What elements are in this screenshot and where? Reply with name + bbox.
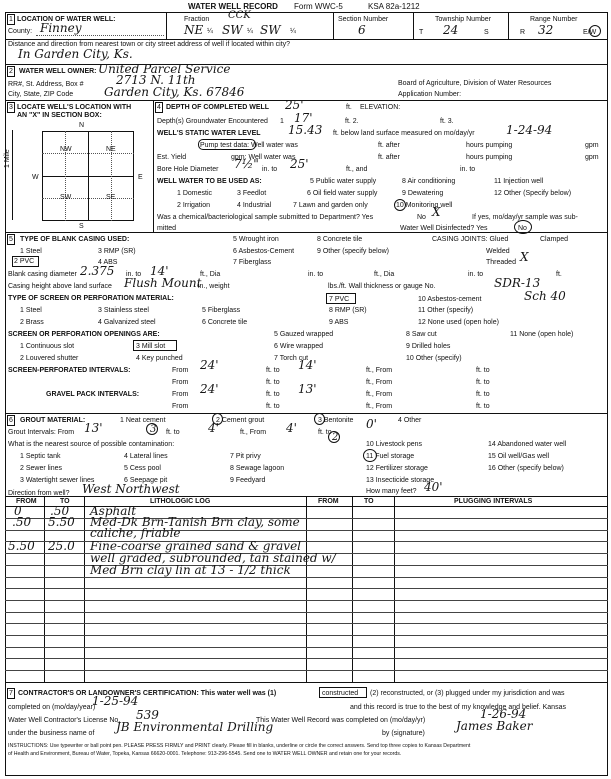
gp-from2-label: ft., From (366, 391, 393, 398)
section-5-number: 5 (9, 236, 13, 243)
grout-to-label: ft. to (166, 429, 180, 436)
county-value[interactable]: Finney (40, 21, 82, 35)
blank-casing-label: TYPE OF BLANK CASING USED: (20, 236, 130, 243)
log-rule (5, 658, 608, 659)
spi-from-label: From (172, 367, 189, 374)
signature-value[interactable]: James Baker (456, 719, 533, 733)
gp-to-label: ft. to (266, 391, 280, 398)
grout-cement[interactable]: 2 Cement grout (216, 417, 265, 424)
contam-seepage[interactable]: 6 Seepage pit (124, 477, 168, 484)
static-level-date[interactable]: 1-24-94 (506, 123, 553, 137)
casing-diameter-label: Blank casing diameter (8, 271, 77, 278)
contam-fuel[interactable]: 11 Fuel storage (366, 453, 415, 460)
joints-threaded[interactable]: Threaded (486, 259, 516, 266)
constructed-option[interactable]: constructed (322, 690, 359, 697)
spi-to-label: ft. to (266, 367, 280, 374)
township-label: Township Number (435, 16, 492, 23)
dia-in: in. to (126, 271, 142, 278)
yield-hours: hours pumping (466, 154, 513, 161)
joints-clamped[interactable]: Clamped (540, 236, 569, 243)
blank-fiberglass[interactable]: 7 Fiberglass (233, 259, 272, 266)
license-value[interactable]: 539 (136, 708, 159, 722)
township-t: T (419, 29, 424, 36)
gw1-value[interactable]: 17' (294, 111, 313, 125)
log-row3-desc3[interactable]: Med Brn clay lin at 13 - 1/2 thick (90, 563, 291, 577)
direction-value[interactable]: West Northwest (82, 482, 180, 496)
fraction-label: Fraction (184, 16, 210, 23)
pump-hours: hours pumping (466, 142, 513, 149)
gp-from3-label: From (172, 403, 189, 410)
grout-circle-3: 3 (150, 424, 157, 435)
quarter-mark-3: ¼ (290, 28, 296, 35)
bore-rest: ft., and (346, 166, 368, 173)
depth-value[interactable]: 25' (285, 98, 304, 112)
dia-in2: in. to (308, 271, 324, 278)
disinfected-label: Water Well Disinfected? Yes (400, 225, 488, 232)
open-torch-cut[interactable]: 7 Torch cut (274, 355, 309, 362)
chem-sample-label: Was a chemical/bacteriological sample submitted to Department? Yes (157, 214, 374, 221)
quarter-mark-2: ¼ (247, 28, 253, 35)
contam-watertight[interactable]: 3 Watertight sewer lines (20, 477, 95, 484)
pump-test-label: Pump test data: Well water was (200, 142, 298, 149)
contam-oil-well[interactable]: 15 Oil well/Gas well (488, 453, 550, 460)
use-lawn[interactable]: 7 Lawn and garden only (293, 202, 368, 209)
city-label: City, State, ZIP Code (8, 91, 74, 98)
open-key-punched[interactable]: 4 Key punched (136, 355, 183, 362)
spi-from-value[interactable]: 24' (200, 358, 219, 372)
casing-height-value[interactable]: Flush Mount (124, 276, 202, 290)
log-row3-desc2[interactable]: well graded, subrounded, tan stained w/ (90, 551, 336, 565)
grout-to2-value[interactable]: 0' (366, 417, 377, 431)
static-level-desc: ft. below land surface measured on mo/day/yr (333, 130, 475, 137)
section-number-label: Section Number (338, 16, 389, 23)
owner-label: WATER WELL OWNER: (19, 68, 97, 75)
blank-concrete[interactable]: 8 Concrete tile (317, 236, 363, 243)
gw3-label: ft. 3. (440, 118, 454, 125)
log-row1-desc[interactable]: Asphalt (90, 504, 137, 518)
township-s: S (484, 29, 489, 36)
threaded-x-mark: X (520, 250, 529, 264)
instructions-line1: INSTRUCTIONS: Use typewriter or ball point pen. PLEASE PRESS FIRMLY and PRINT clearly. Please fill in blanks, underline or circle the correct answers. Send top three copies to Kansas Department (8, 743, 471, 749)
log-to-header: TO (60, 498, 70, 505)
gp-to2-label: ft. to (476, 391, 490, 398)
screen-abs[interactable]: 9 ABS (329, 319, 349, 326)
spi-to-value[interactable]: 14' (298, 358, 317, 372)
quarter-2[interactable]: SW (222, 23, 243, 37)
direction-label: Direction from well? (8, 490, 70, 497)
spi-from4-label: ft., From (366, 379, 393, 386)
use-public[interactable]: 5 Public water supply (310, 178, 377, 185)
nw-label: NW (60, 146, 72, 153)
location-label: LOCATION OF WATER WELL: (17, 16, 116, 23)
joints-welded[interactable]: Welded (486, 248, 510, 255)
use-injection[interactable]: 11 Injection well (494, 178, 544, 185)
west-circle (589, 25, 601, 37)
spi-from2-label: ft., From (366, 367, 393, 374)
grout-other[interactable]: 4 Other (398, 417, 422, 424)
grout-to-value[interactable]: 4' (208, 421, 219, 435)
east-label: E (138, 174, 143, 181)
section-1-number: 1 (9, 16, 13, 23)
mill-slot-box (133, 340, 177, 351)
pump-test-circle (198, 139, 256, 150)
use-air-conditioning[interactable]: 8 Air conditioning (402, 178, 456, 185)
casing-joints-label: CASING JOINTS: Glued (432, 236, 509, 243)
blank-asbestos[interactable]: 6 Asbestos-Cement (233, 248, 295, 255)
dia-in3: in. to (468, 271, 484, 278)
open-other[interactable]: 10 Other (specify) (406, 355, 462, 362)
log-row3-from[interactable]: 5.50 (8, 539, 35, 553)
grout-from-value[interactable]: 13' (84, 421, 103, 435)
gw2-label: ft. 2. (345, 118, 359, 125)
contam-pit-privy[interactable]: 7 Pit privy (230, 453, 261, 460)
distance-label: Distance and direction from nearest town or city street address of well if located within city? (8, 41, 291, 48)
static-level-value[interactable]: 15.43 (288, 123, 323, 137)
used-as-label: WELL WATER TO BE USED AS: (157, 178, 262, 185)
contam-lateral[interactable]: 4 Lateral lines (124, 453, 168, 460)
bore-to-value[interactable]: 25' (290, 157, 309, 171)
wall-thickness-label: lbs./ft. Wall thickness or gauge No. (328, 283, 436, 290)
record-completed-value[interactable]: 1-26-94 (480, 707, 527, 721)
range-label: Range Number (530, 16, 578, 23)
open-louvered[interactable]: 2 Louvered shutter (20, 355, 79, 362)
grout-from2-value[interactable]: 4' (286, 421, 297, 435)
contam-sewer[interactable]: 2 Sewer lines (20, 465, 63, 472)
board-label: Board of Agriculture, Division of Water Resources (398, 80, 552, 87)
contam-livestock[interactable]: 10 Livestock pens (366, 441, 423, 448)
gp-from-value[interactable]: 24' (200, 382, 219, 396)
casing-diameter-value[interactable]: 2.375 (80, 264, 115, 278)
township-value[interactable]: 24 (443, 23, 459, 37)
open-drilled[interactable]: 9 Drilled holes (406, 343, 451, 350)
log-row3-to[interactable]: 25.0 (48, 539, 75, 553)
use-domestic[interactable]: 1 Domestic (177, 190, 213, 197)
open-none[interactable]: 11 None (open hole) (510, 331, 574, 338)
screen-other[interactable]: 11 Other (specify) (418, 307, 474, 314)
elevation-label: ELEVATION: (360, 104, 401, 111)
log-rule (5, 647, 608, 648)
se-label: SE (106, 194, 116, 201)
section-6-number: 6 (9, 417, 13, 424)
dia-ft: ft., Dia (374, 271, 395, 278)
screen-stainless[interactable]: 3 Stainless steel (98, 307, 149, 314)
log-row2-desc[interactable]: Med-Dk Brn-Tanish Brn clay, some (90, 515, 300, 529)
blank-other[interactable]: 9 Other (specify below) (317, 248, 389, 255)
open-wire-wrapped[interactable]: 6 Wire wrapped (274, 343, 324, 350)
open-mill-slot[interactable]: 3 Mill slot (136, 343, 166, 350)
open-continuous[interactable]: 1 Continuous slot (20, 343, 75, 350)
quarter-3[interactable]: SW (260, 23, 281, 37)
est-yield-label: Est. Yield (157, 154, 187, 161)
wall-thickness-value[interactable]: SDR-13 (494, 276, 541, 290)
depth-label: DEPTH OF COMPLETED WELL (166, 104, 270, 111)
casing-height-label: Casing height above land surface (8, 283, 112, 290)
screen-asbestos[interactable]: 10 Asbestos-cement (418, 296, 482, 303)
dia-ft3: ft. (556, 271, 562, 278)
sw-label: SW (60, 194, 72, 201)
county-label: County: (8, 28, 33, 35)
ne-label: NE (106, 146, 116, 153)
blank-rmp[interactable]: 3 RMP (SR) (98, 248, 136, 255)
signature-label: by (signature) (382, 730, 425, 737)
use-monitoring[interactable]: 10 Monitoring well (396, 202, 453, 209)
contam-other[interactable]: 16 Other (specify below) (488, 465, 564, 472)
screen-brass[interactable]: 2 Brass (20, 319, 44, 326)
lithologic-log-header: LITHOLOGIC LOG (150, 498, 211, 505)
address-value[interactable]: 2713 N. 11th (116, 73, 196, 87)
spi-to4-label: ft. to (476, 379, 490, 386)
dia-rest: ft., Dia (200, 271, 221, 278)
grout-material-label: GROUT MATERIAL: (20, 417, 86, 424)
screen-pvc[interactable]: 7 PVC (329, 296, 350, 303)
grout-circle-3-ring (146, 423, 158, 435)
log-row1-from[interactable]: 0 (14, 504, 22, 518)
pump-gpm: gpm (585, 142, 599, 149)
application-label: Application Number: (398, 91, 462, 98)
gp-to3-label: ft. to (266, 403, 280, 410)
monitoring-circle (394, 199, 406, 211)
use-feedlot[interactable]: 3 Feedlot (237, 190, 267, 197)
grout-circle-2: 2 (332, 432, 339, 443)
log-from-header: FROM (16, 498, 37, 505)
completed-on-label: completed on (mo/day/year) (8, 704, 96, 711)
use-oil-field[interactable]: 6 Oil field water supply (307, 190, 378, 197)
chem-no[interactable]: No (417, 214, 426, 221)
south-label: S (79, 223, 84, 230)
openings-label: SCREEN OR PERFORATION OPENINGS ARE: (8, 331, 160, 338)
grout-neat-cement[interactable]: 1 Neat cement (120, 417, 166, 424)
pvc-box (12, 256, 39, 267)
fuel-circle (363, 449, 377, 462)
grout-to2-label: ft. to (318, 429, 332, 436)
blank-steel[interactable]: 1 Steel (20, 248, 42, 255)
screen-intervals-label: SCREEN-PERFORATED INTERVALS: (8, 367, 131, 374)
blank-wrought-iron[interactable]: 5 Wrought iron (233, 236, 279, 243)
true-record-text: and this record is true to the best of my knowledge and belief. Kansas (350, 704, 566, 711)
bentonite-circle (314, 413, 325, 425)
chem-rest: If yes, mo/day/yr sample was sub- (472, 214, 578, 221)
contamination-label: What is the nearest source of possible contamination: (8, 441, 175, 448)
section-7-number: 7 (9, 690, 13, 697)
gw1-number: 1 (280, 118, 284, 125)
license-label: Water Well Contractor's License No. (8, 717, 121, 724)
disinfected-no[interactable]: No (518, 225, 527, 232)
how-many-feet-value[interactable]: 40' (424, 480, 443, 494)
static-level-label: WELL'S STATIC WATER LEVEL (157, 130, 261, 137)
bore-in: in. to (262, 166, 278, 173)
depth-ft: ft. (346, 104, 352, 111)
blank-abs[interactable]: 4 ABS (98, 259, 118, 266)
form-title: WATER WELL RECORD (188, 2, 278, 11)
screen-concrete[interactable]: 6 Concrete tile (202, 319, 248, 326)
distance-value[interactable]: In Garden City, Ks. (18, 47, 133, 61)
chem-x-mark: X (432, 205, 441, 219)
contam-fertilizer[interactable]: 12 Fertilizer storage (366, 465, 428, 472)
bore-label: Bore Hole Diameter (157, 166, 219, 173)
pump-after: ft. after (378, 142, 400, 149)
chem-mitted: mitted (157, 225, 177, 232)
record-completed-label: This Water Well Record was completed on (mo/day/yr) (256, 717, 426, 724)
contam-abandoned[interactable]: 14 Abandoned water well (488, 441, 567, 448)
screen-rmp[interactable]: 8 RMP (SR) (329, 307, 367, 314)
log-row2-to[interactable]: 5.50 (48, 515, 75, 529)
open-saw-cut[interactable]: 8 Saw cut (406, 331, 437, 338)
east-west-choice[interactable]: E/W (583, 29, 597, 36)
owner-value[interactable]: United Parcel Service (98, 62, 231, 76)
range-value[interactable]: 32 (538, 23, 554, 37)
contam-feedyard[interactable]: 9 Feedyard (230, 477, 266, 484)
section-3-number: 3 (9, 104, 13, 111)
address-label: RR#, St. Address, Box # (8, 81, 84, 88)
log-rule (5, 670, 608, 671)
gp-to4-label: ft. to (476, 403, 490, 410)
quarter-mark-1: ¼ (207, 28, 213, 35)
section-2-number: 2 (9, 68, 13, 75)
gp-from-label: From (172, 391, 189, 398)
use-industrial[interactable]: 4 Industrial (237, 202, 272, 209)
gravel-pack-label: GRAVEL PACK INTERVALS: (46, 391, 140, 398)
certification-rest: (2) reconstructed, or (3) plugged under my jurisdiction and was (370, 690, 565, 697)
north-label: N (79, 122, 85, 129)
screen-material-label: TYPE OF SCREEN OR PERFORATION MATERIAL: (8, 295, 174, 302)
screen-steel[interactable]: 1 Steel (20, 307, 42, 314)
fraction-note: CCK (228, 10, 251, 21)
instructions-line2: of Health and Environment, Bureau of Water, Topeka, Kansas 66620-0001. Telephone: 913-296-5545. Send one to WATER WELL OWNER and retain one for your records. (8, 751, 402, 757)
locate-label-1: LOCATE WELL'S LOCATION WITH (17, 104, 132, 111)
mile-label: 1 Mile (4, 149, 11, 168)
range-r: R (520, 29, 526, 36)
log-rule (5, 623, 608, 624)
grout-intervals-label: Grout Intervals: From (8, 429, 75, 436)
log-rule (5, 588, 608, 589)
gp-from4-label: ft., From (366, 403, 393, 410)
bore-in2: in. to (460, 166, 476, 173)
open-gauzed[interactable]: 5 Gauzed wrapped (274, 331, 334, 338)
log-rule (5, 577, 608, 578)
blank-pvc[interactable]: 2 PVC (14, 258, 35, 265)
screen-pvc-box (326, 293, 356, 304)
constructed-box (319, 687, 367, 698)
section-4-number: 4 (157, 104, 161, 111)
screen-none[interactable]: 12 None used (open hole) (418, 319, 499, 326)
contam-lagoon[interactable]: 8 Sewage lagoon (230, 465, 285, 472)
completed-on-value[interactable]: 1-25-94 (92, 694, 139, 708)
gp-to-value[interactable]: 13' (298, 382, 317, 396)
city-value[interactable]: Garden City, Ks. 67846 (104, 85, 245, 99)
plug-to-header: TO (364, 498, 374, 505)
grout-from2-label: ft., From (240, 429, 267, 436)
west-label: W (32, 174, 39, 181)
plug-from-header: FROM (318, 498, 339, 505)
screen-fiberglass[interactable]: 5 Fiberglass (202, 307, 241, 314)
spi-to2-label: ft. to (476, 367, 490, 374)
locate-label-2: AN "X" IN SECTION BOX: (17, 112, 102, 119)
groundwater-label: Depth(s) Groundwater Encountered (157, 118, 268, 125)
yield-after: ft. after (378, 154, 400, 161)
spi-from3-label: From (172, 379, 189, 386)
contam-septic[interactable]: 1 Septic tank (20, 453, 61, 460)
log-rule (5, 635, 608, 636)
form-number: Form WWC-5 (294, 2, 343, 11)
log-row1-to[interactable]: .50 (50, 504, 70, 518)
casing-weight: in., weight (198, 283, 230, 290)
use-other[interactable]: 12 Other (Specify below) (494, 190, 572, 197)
log-row3-desc[interactable]: Fine-coarse grained sand & gravel (90, 539, 302, 553)
quarter-1[interactable]: NE (184, 23, 204, 37)
est-yield-ww: gpm; Well water was (231, 154, 296, 161)
business-name-value[interactable]: JB Environmental Drilling (116, 720, 274, 734)
bore-value[interactable]: 7½" (234, 157, 259, 171)
screen-sch-value[interactable]: Sch 40 (524, 289, 566, 303)
how-many-feet-label: How many feet? (366, 488, 417, 495)
contam-cess-pool[interactable]: 5 Cess pool (124, 465, 161, 472)
section-number-value[interactable]: 6 (358, 23, 366, 37)
grout-bentonite[interactable]: 3 Bentonite (318, 417, 354, 424)
use-irrigation[interactable]: 2 Irrigation (177, 202, 211, 209)
casing-diameter-to[interactable]: 14' (150, 264, 169, 278)
ksa-reference: KSA 82a-1212 (368, 2, 420, 11)
log-rule (5, 612, 608, 613)
log-row2-desc2[interactable]: caliche, friable (90, 526, 181, 540)
use-dewatering[interactable]: 9 Dewatering (402, 190, 444, 197)
yield-gpm: gpm (585, 154, 599, 161)
log-row2-from[interactable]: .50 (12, 515, 32, 529)
spi-to3-label: ft. to (266, 379, 280, 386)
plugging-intervals-header: PLUGGING INTERVALS (454, 498, 533, 505)
grout-circle-2-ring (328, 431, 340, 443)
log-rule (5, 600, 608, 601)
business-name-label: under the business name of (8, 730, 95, 737)
certification-label: CONTRACTOR'S OR LANDOWNER'S CERTIFICATION: This water well was (1) (18, 690, 277, 697)
contam-insecticide[interactable]: 13 Insecticide storage (366, 477, 435, 484)
screen-galvanized[interactable]: 4 Galvanized steel (98, 319, 156, 326)
